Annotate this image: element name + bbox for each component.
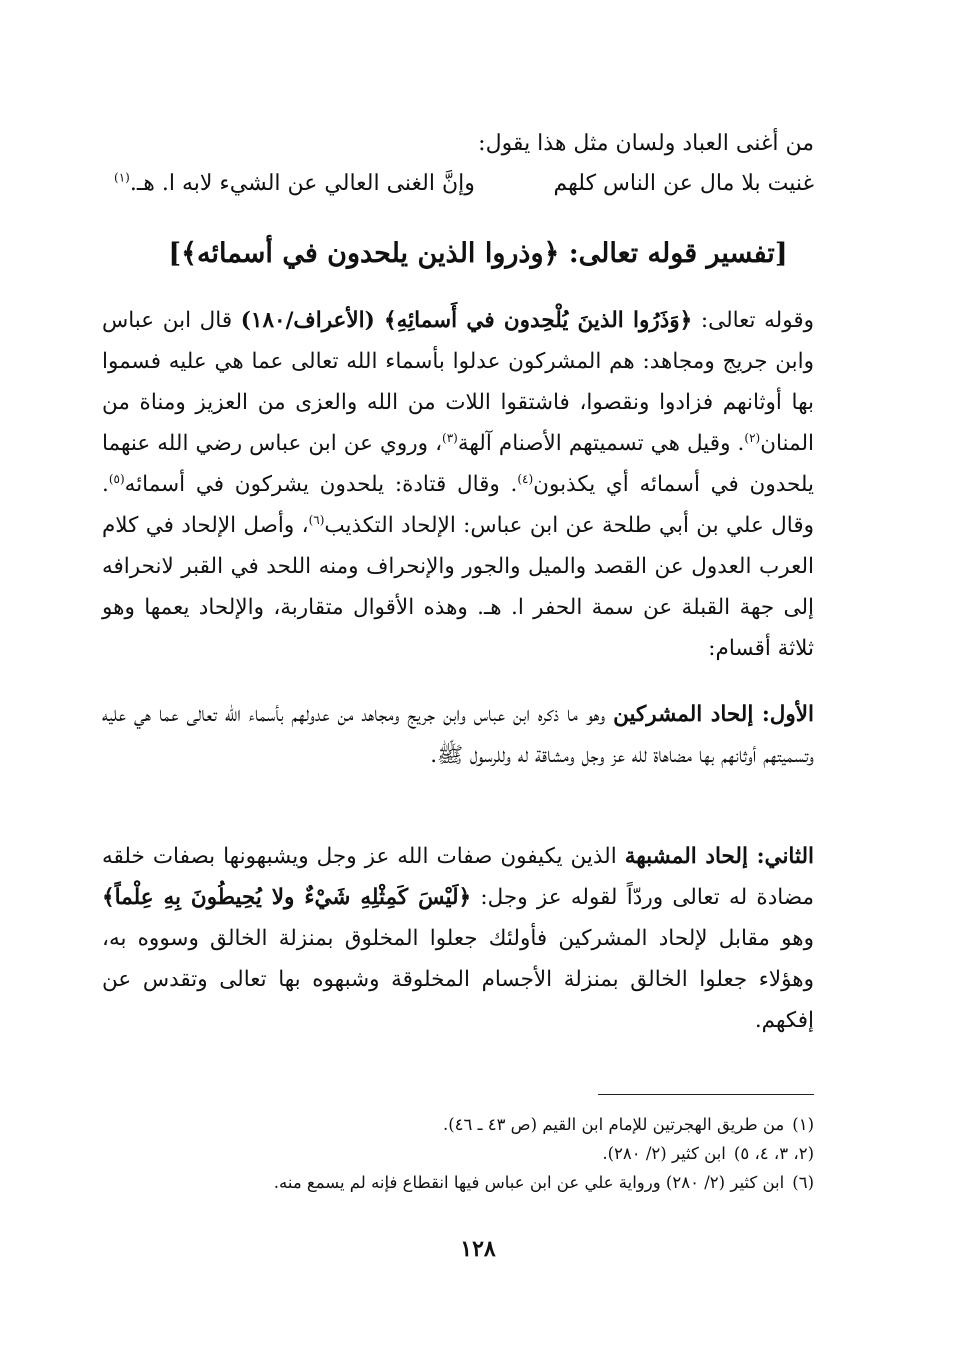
footnote-mark: (٤)	[517, 471, 534, 486]
footnote-text: من طريق الهجرتين للإمام ابن القيم (ص ٤٣ ـ ٤٦).	[442, 1115, 785, 1134]
paragraph-1-text: . وقال قتادة: يلحدون يشركون في أسمائه	[124, 472, 518, 497]
paragraph-1-text: . وقيل هي تسميتهم الأصنام آلهة	[457, 431, 745, 456]
intro-line: من أغنى العباد ولسان مثل هذا يقول:	[478, 131, 814, 156]
footnote-1	[114, 1110, 814, 1139]
paragraph-2-text: وهو ما ذكره ابن عباس وابن جريج ومجاهد من عدولهم بأسماء الله تعالى عما هي عليه وتسميتهم أوثانهم بها مضاهاة لله عز وجل ومشاقة له وللرسول ﷺ.	[102, 702, 814, 768]
page-number: ١٢٨	[460, 1236, 496, 1262]
footnote-text: ابن كثير (٢/ ٢٨٠) ورواية علي عن ابن عباس فيها انقطاع فإنه لم يسمع منه.	[273, 1173, 785, 1192]
footnote-number: (١)	[792, 1115, 814, 1134]
footnote-separator	[598, 1094, 814, 1095]
paragraph-1-intro: وقوله تعالى:	[700, 308, 814, 333]
poem-second-hemistich-text: وإنَّ الغنى العالي عن الشيء لابه ا. هـ.	[129, 171, 475, 196]
footnotes	[114, 1110, 814, 1197]
paragraph-1-text: . وقال علي بن أبي طلحة عن ابن عباس: الإلحاد التكذيب	[102, 472, 814, 538]
paragraph-3-lead: إلحاد المشبهة	[624, 844, 757, 869]
paragraph-3-label: الثاني:	[756, 844, 814, 869]
paragraph-2	[102, 694, 814, 776]
paragraph-1-text: ، وأصل الإلحاد في كلام العرب العدول عن القصد والميل والجور والإنحراف ومنه اللحد في القبر لانحرافه إلى جهة القبلة عن سمة الحفر ا. هـ. وهذه الأقوال متقاربة، والإلحاد يعمها وهو ثلاثة أقسام:	[102, 513, 814, 661]
footnote-mark: (٢)	[744, 430, 761, 445]
poem-first-hemistich: غنيت بلا مال عن الناس كلهم	[553, 171, 814, 196]
footnote-mark: (٦)	[308, 512, 325, 527]
paragraph-3-text: الذين يكيفون صفات الله عز وجل ويشبهونها بصفات خلقه مضادة له تعالى وردّاً لقوله عز وجل:	[102, 844, 814, 910]
footnote-mark: (١)	[114, 170, 130, 185]
paragraph-1-text: قال ابن عباس وابن جريج ومجاهد: هم المشركون عدلوا بأسماء الله تعالى عما هي عليه فسموا بها أوثانهم فزادوا ونقصوا، فاشتقوا اللات من الله والعزى من العزيز ومناة من المنان	[102, 308, 814, 456]
footnote-text: ابن كثير (٢/ ٢٨٠).	[602, 1144, 726, 1163]
paragraph-3-text: وهو مقابل لإلحاد المشركين فأولئك جعلوا المخلوق بمنزلة الخالق وسووه به، وهؤلاء جعلوا الخالق بمنزلة الأجسام المخلوقة وشبهوه بها تعالى وتقدس عن إفكهم.	[102, 926, 814, 1033]
footnote-mark: (٥)	[108, 471, 125, 486]
footnote-number: (٦)	[792, 1173, 814, 1192]
footnote-6	[114, 1168, 814, 1197]
quran-verse: ﴿وَذَرُوا الذينَ يُلْحِدون في أَسمائِهِ﴾ (الأعراف/١٨٠)	[240, 308, 693, 333]
quran-verse: ﴿لَيْسَ كَمِثْلِهِ شَيْءٌ ولا يُحِيطُونَ بِهِ عِلْماً﴾	[102, 885, 472, 910]
paragraph-1-text: ، وروي عن ابن عباس رضي الله عنهما يلحدون في أسمائه أي يكذبون	[102, 431, 814, 497]
footnote-2-5	[114, 1139, 814, 1168]
footnote-mark: (٣)	[442, 430, 458, 445]
poem-verse	[114, 164, 814, 204]
paragraph-2-lead: الأول: إلحاد المشركين	[613, 702, 815, 727]
paragraph-1	[102, 300, 814, 669]
paragraph-3	[102, 836, 814, 1041]
footnote-number: (٢، ٣، ٤، ٥)	[733, 1144, 814, 1163]
section-heading: [تفسير قوله تعالى: ﴿وذروا الذين يلحدون في أسمائه﴾]	[168, 238, 788, 269]
poem-second-hemistich	[114, 164, 475, 204]
